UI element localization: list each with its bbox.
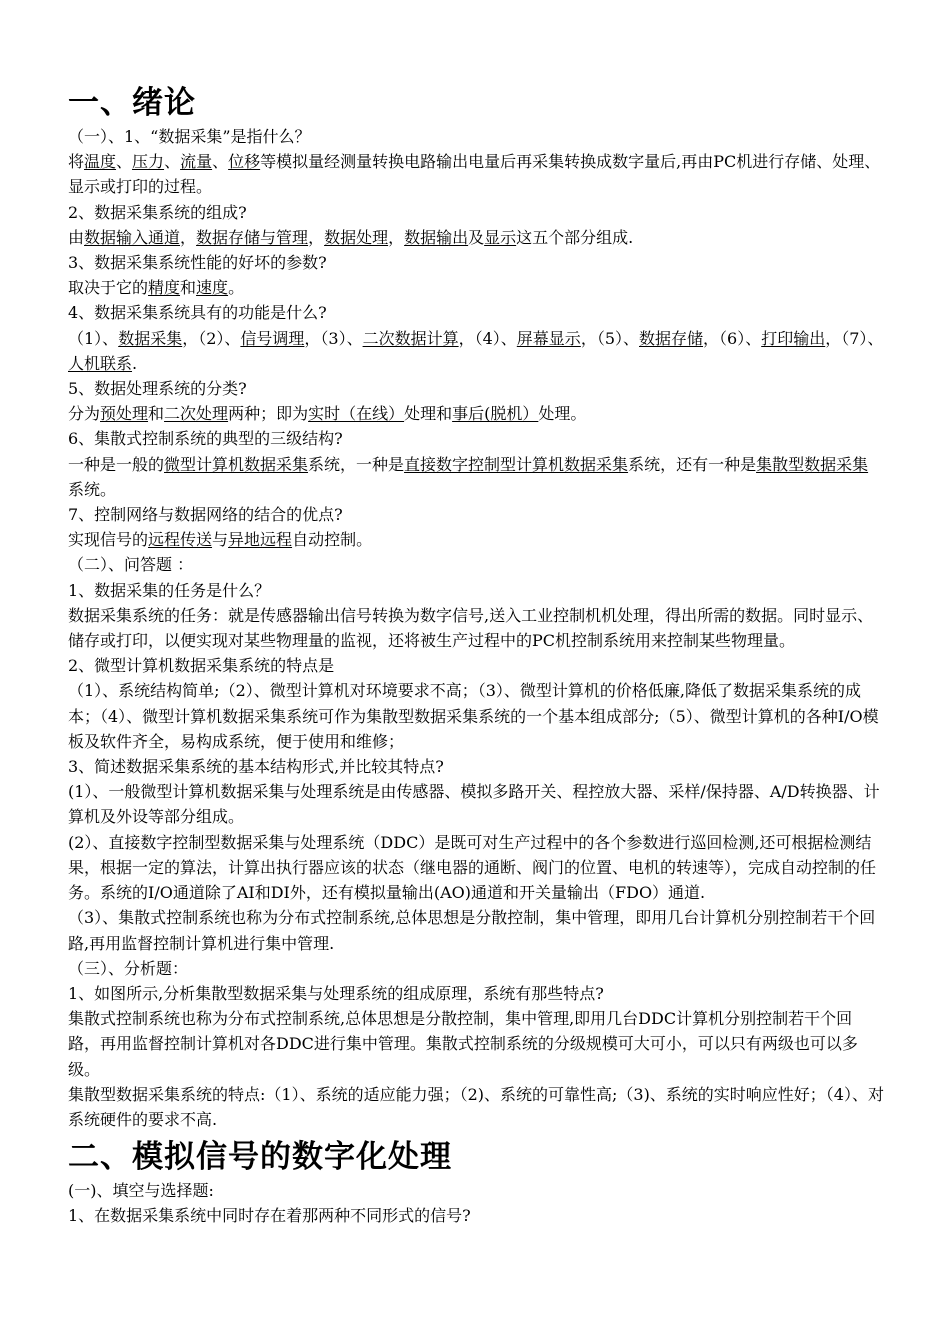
answer-text xyxy=(68,326,884,376)
text-run: 处理和 xyxy=(404,404,453,424)
text-run: 将 xyxy=(68,152,85,172)
answer-text xyxy=(68,401,884,426)
text-run: ，（6）、 xyxy=(703,328,762,348)
answer-text: 集散式控制系统也称为分布式控制系统,总体思想是分散控制，集中管理,即用几台DDC计算机分别控制若干个回路，再用监督控制计算机对各DDC进行集中管理。集散式控制系统的分级规模可大可小，可以只有两级也可以多级。 xyxy=(68,1009,858,1079)
question-text: 7、控制网络与数据网络的结合的优点? xyxy=(68,505,343,525)
answer-text xyxy=(68,527,884,552)
underlined-term: 位移 xyxy=(228,152,261,172)
text-run: 处理。 xyxy=(538,404,587,424)
answer-text xyxy=(68,452,884,502)
text-run: 分为 xyxy=(68,404,101,424)
underlined-term: 人机联系 xyxy=(68,353,133,373)
underlined-term: 压力 xyxy=(132,152,165,172)
text-run: ，（4）、 xyxy=(458,328,517,348)
text-run: ， xyxy=(308,227,325,247)
text-run: 这五个部分组成. xyxy=(516,227,634,247)
document-page xyxy=(68,78,884,1229)
text-run: 、 xyxy=(164,152,181,172)
text-run: 与 xyxy=(212,530,229,550)
underlined-term: 预处理 xyxy=(100,404,149,424)
underlined-term: 直接数字控制型计算机数据采集 xyxy=(404,454,629,474)
answer-text: （3）、集散式控制系统也称为分布式控制系统,总体思想是分散控制，集中管理，即用几台计算机分别控制若干个回路,再用监督控制计算机进行集中管理. xyxy=(68,908,876,953)
answer-text: 数据采集系统的任务：就是传感器输出信号转换为数字信号,送入工业控制机机处理，得出所需的数据。同时显示、储存或打印，以便实现对某些物理量的监视，还将被生产过程中的PC机控制系统用来控制某些物理量。 xyxy=(68,605,874,651)
text-run: 和 xyxy=(180,278,197,298)
text-run: （1）、 xyxy=(68,328,119,348)
underlined-term: 流量 xyxy=(180,152,213,172)
text-run: 取决于它的 xyxy=(68,278,149,298)
text-run: 系统，一种是 xyxy=(308,454,405,474)
underlined-term: 集散型数据采集 xyxy=(756,454,869,474)
question-text: 2、数据采集系统的组成? xyxy=(68,202,247,222)
text-run: 和 xyxy=(148,404,165,424)
section-title: 二、模拟信号的数字化处理 xyxy=(68,1139,452,1176)
answer-text xyxy=(68,149,884,199)
text-run: ， xyxy=(388,227,405,247)
text-run: 系统。 xyxy=(68,479,117,499)
text-run: 实现信号的 xyxy=(68,530,149,550)
underlined-term: 显示 xyxy=(484,227,517,247)
text-run: 及 xyxy=(468,227,485,247)
subsection-heading: （二）、问答题 ： xyxy=(68,555,194,575)
underlined-term: 微型计算机数据采集 xyxy=(164,454,309,474)
text-run: 由 xyxy=(68,227,85,247)
answer-text: 集散型数据采集系统的特点:（1）、系统的适应能力强；（2)、系统的可靠性高;（3)、系统的实时响应性好；（4）、对系统硬件的要求不高. xyxy=(68,1084,884,1129)
answer-text: (2）、直接数字控制型数据采集与处理系统（DDC）是既可对生产过程中的各个参数进行巡回检测,还可根据检测结果，根据一定的算法，计算出执行器应该的状态（继电器的通断、阀门的位置、电机的转速等），完成自动控制的任务。系统的I/O通道除了AI和DI外，还有模拟量输出(AO)通道和开关量输出（FDO）通道. xyxy=(68,832,877,903)
underlined-term: 数据输入通道 xyxy=(84,227,181,247)
text-run: 系统，还有一种是 xyxy=(628,454,757,474)
subsection-heading: (一)、填空与选择题: xyxy=(68,1181,214,1201)
text-run: . xyxy=(132,353,138,373)
answer-text xyxy=(68,275,884,300)
question-text: 3、数据采集系统性能的好坏的参数? xyxy=(68,253,327,273)
text-run: ，（3）、 xyxy=(304,328,363,348)
question-text: 1、数据采集的任务是什么？ xyxy=(68,580,271,600)
question-text: 6、集散式控制系统的典型的三级结构? xyxy=(68,429,343,449)
underlined-term: 事后(脱机） xyxy=(452,404,539,424)
text-run: 两种；即为 xyxy=(228,404,309,424)
underlined-term: 数据存储与管理 xyxy=(196,227,309,247)
underlined-term: 打印输出 xyxy=(761,328,826,348)
underlined-term: 速度 xyxy=(196,278,229,298)
underlined-term: 精度 xyxy=(148,278,181,298)
underlined-term: 二次数据计算 xyxy=(362,328,459,348)
underlined-term: 远程传送 xyxy=(148,530,213,550)
text-run: 。 xyxy=(228,278,245,298)
question-text: 1、在数据采集系统中同时存在着那两种不同形式的信号? xyxy=(68,1206,471,1226)
underlined-term: 屏幕显示 xyxy=(516,328,581,348)
section-title: 一、绪论 xyxy=(68,85,196,121)
question-text: 4、数据采集系统具有的功能是什么? xyxy=(68,303,327,323)
text-run: 一种是一般的 xyxy=(68,454,165,474)
question-text: 1、如图所示,分析集散型数据采集与处理系统的组成原理，系统有那些特点? xyxy=(68,983,604,1003)
underlined-term: 二次处理 xyxy=(164,404,229,424)
answer-text: (1）、一般微型计算机数据采集与处理系统是由传感器、模拟多路开关、程控放大器、采样/保持器、A/D转换器、计算机及外设等部分组成。 xyxy=(68,782,880,827)
text-run: 、 xyxy=(116,152,133,172)
subsection-heading: （一）、1、“数据采集”是指什么？ xyxy=(68,127,311,146)
underlined-term: 数据处理 xyxy=(324,227,389,247)
answer-text: （1）、系统结构简单;（2）、微型计算机对环境要求不高；（3）、微型计算机的价格低廉,降低了数据采集系统的成本；（4）、微型计算机数据采集系统可作为集散型数据采集系统的一个基本组成部分;（5）、微型计算机的各种I/O模板及软件齐全，易构成系统，便于使用和维修； xyxy=(68,681,879,751)
underlined-term: 数据采集 xyxy=(118,328,183,348)
text-run: ， xyxy=(180,227,197,247)
question-text: 3、简述数据采集系统的基本结构形式,并比较其特点? xyxy=(68,757,444,777)
question-text: 2、微型计算机数据采集系统的特点是 xyxy=(68,656,335,676)
text-run: 等模拟量经测量转换电路输出电量后再采集转换成数字量后,再由PC机进行存储、处理、显示或打印的过程。 xyxy=(68,152,881,197)
text-run: 自动控制。 xyxy=(292,530,373,550)
underlined-term: 数据输出 xyxy=(404,227,469,247)
underlined-term: 数据存储 xyxy=(639,328,704,348)
subsection-heading: （三）、分析题： xyxy=(68,958,189,978)
underlined-term: 实时（在线） xyxy=(308,404,405,424)
text-run: ，（5）、 xyxy=(580,328,639,348)
text-run: 、 xyxy=(212,152,229,172)
underlined-term: 异地远程 xyxy=(228,530,293,550)
underlined-term: 信号调理 xyxy=(240,328,305,348)
answer-text xyxy=(68,225,884,250)
text-run: ，（2）、 xyxy=(182,328,241,348)
text-run: ，（7）、 xyxy=(825,328,884,348)
question-text: 5、数据处理系统的分类? xyxy=(68,379,247,399)
underlined-term: 温度 xyxy=(84,152,117,172)
